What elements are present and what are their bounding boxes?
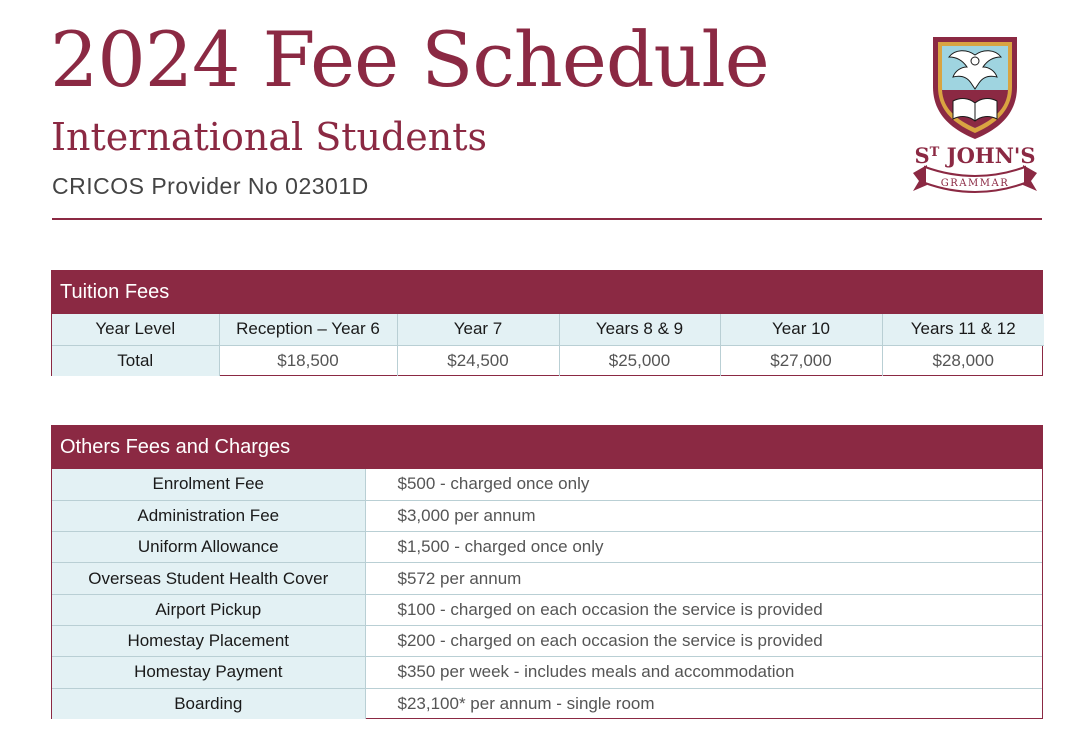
other-fees-panel (51, 425, 1043, 719)
cricos-provider-number: CRICOS Provider No 02301D (52, 173, 369, 199)
table-row (52, 532, 1042, 563)
table-row (52, 500, 1042, 531)
page-title: 2024 Fee Schedule (50, 15, 769, 104)
tuition-fees-panel (51, 270, 1043, 376)
other-fees-heading: Others Fees and Charges (52, 426, 1042, 469)
fee-description: $500 - charged once only (365, 469, 1042, 500)
tuition-column-header: Year 7 (397, 314, 559, 345)
fee-description: $572 per annum (365, 563, 1042, 594)
table-row (52, 625, 1042, 656)
fee-label: Boarding (52, 688, 365, 719)
header-divider (52, 218, 1042, 220)
tuition-fee-value: $24,500 (397, 345, 559, 376)
tuition-fee-value: $28,000 (932, 350, 994, 370)
table-row (52, 563, 1042, 594)
tuition-column-header: Year Level (52, 314, 219, 345)
tuition-column-header: Year 10 (720, 314, 882, 345)
tuition-column-header: Reception – Year 6 (219, 314, 397, 345)
school-logo (905, 35, 1045, 195)
fee-description: $100 - charged on each occasion the service is provided (365, 594, 1042, 625)
tuition-fee-value: $25,000 (559, 345, 720, 376)
fee-description: $1,500 - charged once only (365, 532, 1042, 563)
fee-label: Enrolment Fee (52, 469, 365, 500)
page-subtitle: International Students (51, 115, 488, 159)
logo-name-line2: GRAMMAR (940, 178, 1010, 189)
tuition-fees-heading: Tuition Fees (52, 271, 1042, 314)
fee-label: Homestay Placement (52, 625, 365, 656)
tuition-fees-table (52, 314, 1044, 376)
fee-description: $23,100* per annum - single room (397, 693, 655, 713)
table-row (52, 594, 1042, 625)
logo-name-line1: $S^T$ JOHN'S (914, 143, 1036, 168)
tuition-total-row (52, 345, 1044, 376)
tuition-column-header: Years 8 & 9 (559, 314, 720, 345)
tuition-fee-value: $18,500 (219, 345, 397, 376)
tuition-column-header: Years 11 & 12 (882, 314, 1044, 345)
fee-label: Homestay Payment (52, 657, 365, 688)
fee-label: Uniform Allowance (52, 532, 365, 563)
tuition-fee-value: $27,000 (720, 345, 882, 376)
table-row (52, 469, 1042, 500)
tuition-row-label: Total (52, 345, 219, 376)
table-row (52, 688, 1042, 719)
tuition-header-row (52, 314, 1044, 345)
table-row (52, 657, 1042, 688)
fee-label: Overseas Student Health Cover (52, 563, 365, 594)
other-fees-table (52, 469, 1042, 719)
fee-description: $3,000 per annum (365, 500, 1042, 531)
fee-label: Administration Fee (52, 500, 365, 531)
fee-description: $350 per week - includes meals and accommodation (365, 657, 1042, 688)
fee-description: $200 - charged on each occasion the service is provided (365, 625, 1042, 656)
fee-label: Airport Pickup (52, 594, 365, 625)
school-crest-icon (905, 35, 1045, 195)
